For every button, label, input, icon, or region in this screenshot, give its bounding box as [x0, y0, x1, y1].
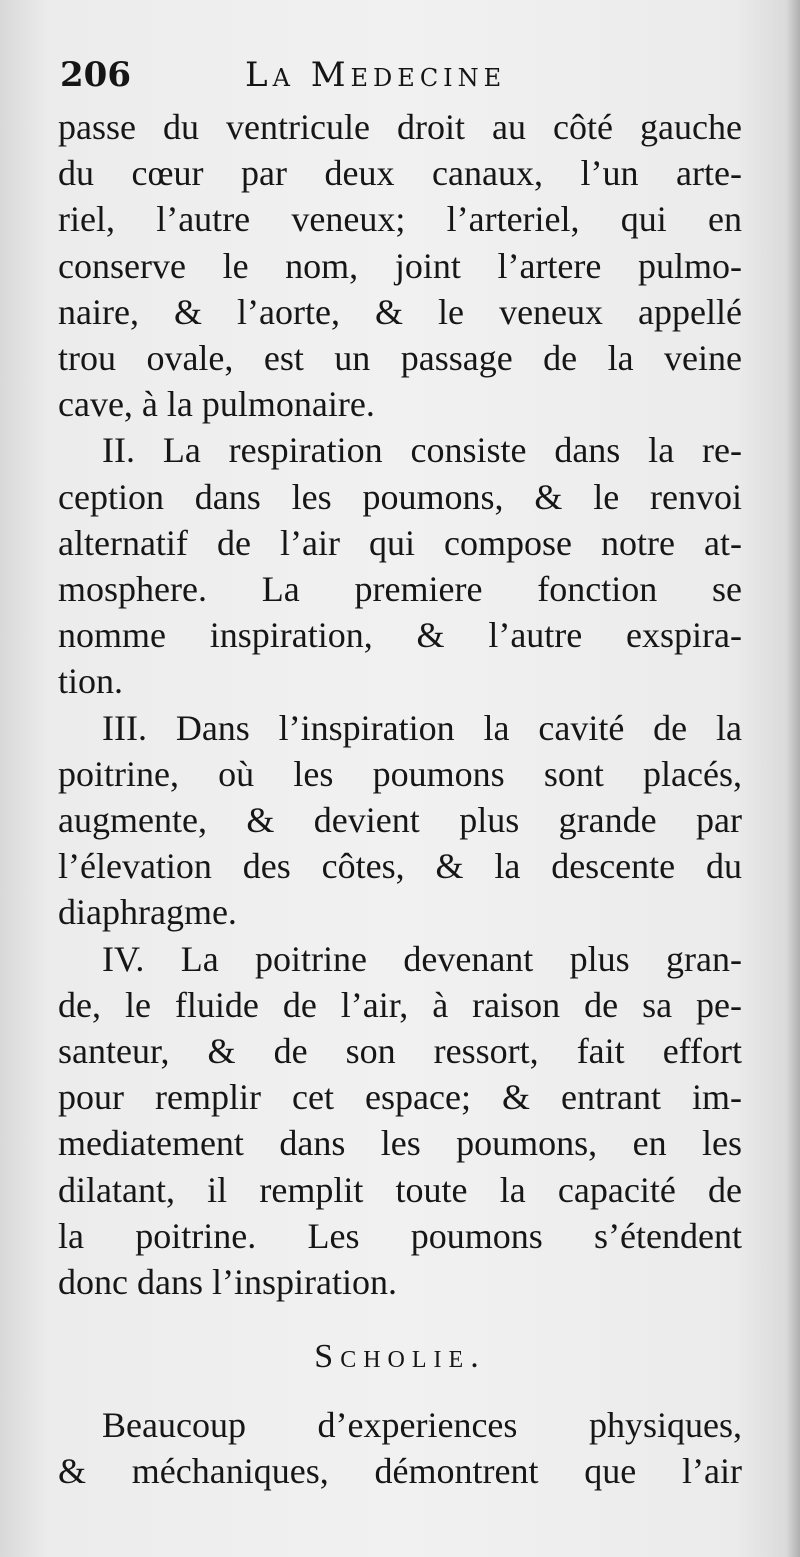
text-line: augmente, & devient plus grande par: [58, 800, 742, 841]
text-line: du cœur par deux canaux, l’un arte-: [58, 153, 742, 194]
scholie-line: Beaucoup d’experiences physiques,: [102, 1405, 742, 1445]
text-line: mediatement dans les poumons, en les: [58, 1123, 742, 1164]
paragraph-iii-line: III. Dans l’inspiration la cavité de la: [102, 707, 742, 748]
text-line: tion.: [58, 661, 124, 702]
running-head: [60, 52, 760, 102]
text-line: riel, l’autre veneux; l’arteriel, qui en: [58, 199, 742, 240]
text-line: alternatif de l’air qui compose notre at-: [58, 522, 742, 563]
text-line: pour remplir cet espace; & entrant im-: [58, 1077, 742, 1118]
paragraph-iv-line: IV. La poitrine devenant plus gran-: [102, 938, 742, 979]
scholie-heading: Scholie.: [314, 1338, 486, 1375]
main-text: [58, 104, 742, 1305]
running-title: La Medecine: [245, 55, 507, 95]
text-line: cave, à la pulmonaire.: [58, 384, 375, 425]
text-line: nomme inspiration, & l’autre exspira-: [58, 615, 742, 656]
scholie-text: [58, 1402, 742, 1494]
scholie-line: & méchaniques, démontrent que l’air: [58, 1451, 742, 1492]
page-number: 206: [60, 55, 131, 95]
text-line: donc dans l’inspiration.: [58, 1262, 397, 1303]
text-line: de, le fluide de l’air, à raison de sa pe-: [58, 984, 742, 1025]
paragraph-ii-line: II. La respiration consiste dans la re-: [102, 430, 742, 471]
text-line: naire, & l’aorte, & le veneux appellé: [58, 291, 742, 332]
text-line: mosphere. La premiere fonction se: [58, 569, 742, 610]
text-line: la poitrine. Les poumons s’étendent: [58, 1215, 742, 1256]
text-line: passe du ventricule droit au côté gauche: [58, 107, 742, 147]
text-line: santeur, & de son ressort, fait effort: [58, 1031, 742, 1072]
text-line: trou ovale, est un passage de la veine: [58, 338, 742, 379]
text-line: l’élevation des côtes, & la descente du: [58, 846, 742, 887]
text-line: dilatant, il remplit toute la capacité de: [58, 1169, 742, 1210]
text-line: poitrine, où les poumons sont placés,: [58, 753, 742, 794]
text-line: diaphragme.: [58, 892, 237, 933]
text-line: conserve le nom, joint l’artere pulmo-: [58, 245, 742, 286]
text-line: ception dans les poumons, & le renvoi: [58, 476, 742, 517]
